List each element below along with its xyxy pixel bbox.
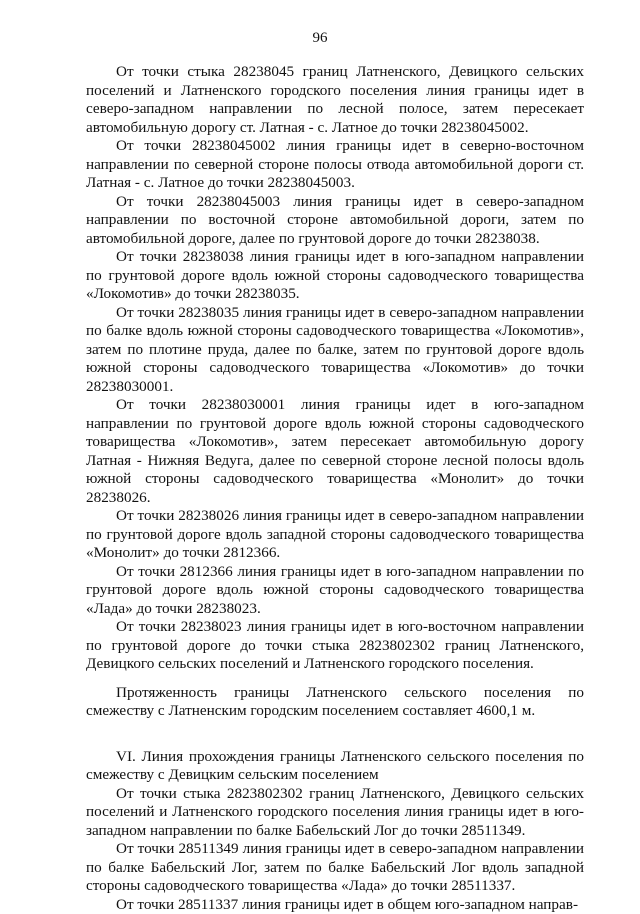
paragraph: От точки 2812366 линия границы идет в юго-западном направлении по грунтовой дороге вдоль южной стороны садоводческого товарищества «Лада» до точки 28238023. — [86, 563, 584, 619]
paragraph: От точки 28238026 линия границы идет в северо-западном направлении по грунтовой дороге вдоль западной стороны садоводческого товарищества «Монолит» до точки 2812366. — [86, 507, 584, 563]
document-body — [86, 63, 584, 914]
paragraph: От точки 28238023 линия границы идет в юго-восточном направлении по грунтовой дороге до точки стыка 2823802302 границ Латненского, Девицкого сельских поселений и Латненского городского поселения. — [86, 618, 584, 674]
spacer — [86, 721, 584, 748]
paragraph: От точки 28511349 линия границы идет в северо-западном направлении по балке Бабельский Лог, затем по балке Бабельский Лог вдоль западной стороны садоводческого товарищества «Лада» до точки 28511337. — [86, 840, 584, 896]
paragraph: От точки 28511337 линия границы идет в общем юго-западном направ- — [86, 896, 584, 914]
page-number: 96 — [0, 30, 640, 47]
section-heading: VI. Линия прохождения границы Латненского сельского поселения по смежеству с Девицким сельским поселением — [86, 748, 584, 785]
paragraph: От точки стыка 2823802302 границ Латненского, Девицкого сельских поселений и Латненского городского поселения линия границы идет в юго-западном направлении по балке Бабельский Лог до точки 28511349. — [86, 785, 584, 841]
paragraph: От точки 28238030001 линия границы идет в юго-западном направлении по грунтовой дороге вдоль южной стороны садоводческого товарищества «Локомотив», затем пересекает автомобильную дорогу Латная - Нижняя Ведуга, далее по северной стороне лесной полосы вдоль южной стороны садоводческого товарищества «Монолит» до точки 28238026. — [86, 396, 584, 507]
spacer — [86, 674, 584, 684]
paragraph: От точки 28238045003 линия границы идет в северо-западном направлении по восточной стороне автомобильной дороги, затем по автомобильной дороге, далее по грунтовой дороге до точки 28238038. — [86, 193, 584, 249]
paragraph: От точки 28238045002 линия границы идет в северно-восточном направлении по северной стороне полосы отвода автомобильной дороги ст. Латная - с. Латное до точки 28238045003. — [86, 137, 584, 193]
paragraph: От точки стыка 28238045 границ Латненского, Девицкого сельских поселений и Латненского городского поселения линия границы идет в северо-западном направлении по лесной полосе, затем пересекает автомобильную дорогу ст. Латная - с. Латное до точки 28238045002. — [86, 63, 584, 137]
paragraph: От точки 28238038 линия границы идет в юго-западном направлении по грунтовой дороге вдоль южной стороны садоводческого товарищества «Локомотив» до точки 28238035. — [86, 248, 584, 304]
boundary-length-paragraph: Протяженность границы Латненского сельского поселения по смежеству с Латненским городским поселением составляет 4600,1 м. — [86, 684, 584, 721]
paragraph: От точки 28238035 линия границы идет в северо-западном направлении по балке вдоль южной стороны садоводческого товарищества «Локомотив», затем по плотине пруда, далее по балке, затем по грунтовой дороге вдоль южной стороны садоводческого товарищества «Локомотив» до точки 28238030001. — [86, 304, 584, 397]
